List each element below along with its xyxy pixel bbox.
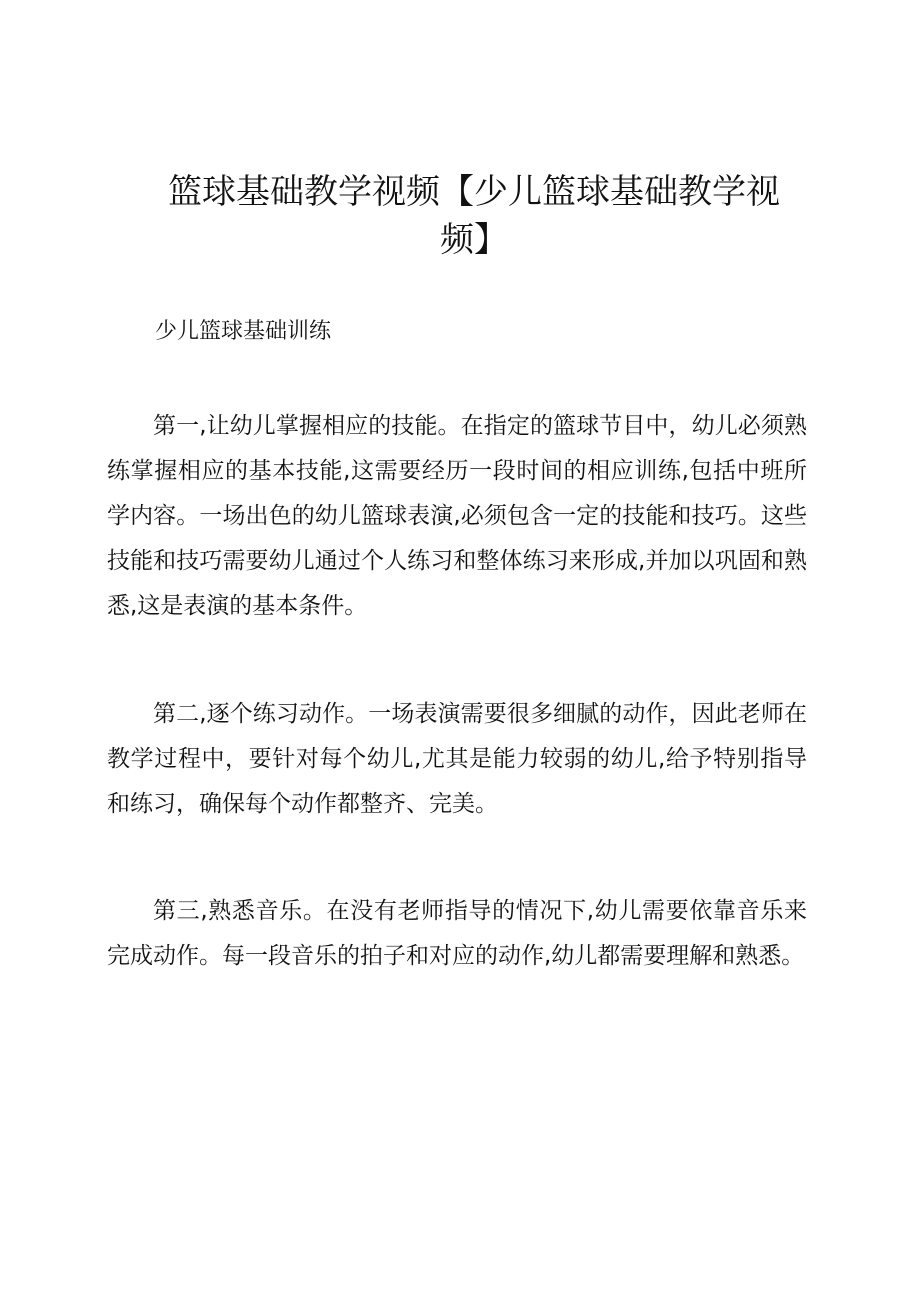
paragraph-3: 第三,熟悉音乐。在没有老师指导的情况下,幼儿需要依靠音乐来完成动作。每一段音乐的拍子和对应的动作,幼儿都需要理解和熟悉。	[107, 898, 807, 969]
document-title: 篮球基础教学视频【少儿篮球基础教学视频】	[168, 172, 780, 260]
document-subtitle: 少儿篮球基础训练	[155, 319, 332, 344]
paragraph-1: 第一,让幼儿掌握相应的技能。在指定的篮球节目中，幼儿必须熟练掌握相应的基本技能,这需要经历一段时间的相应训练,包括中班所学内容。一场出色的幼儿篮球表演,必须包含一定的技能和技巧。这些技能和技巧需要幼儿通过个人练习和整体练习来形成,并加以巩固和熟悉,这是表演的基本条件。	[107, 413, 807, 619]
paragraph-2: 第二,逐个练习动作。一场表演需要很多细腻的动作，因此老师在教学过程中，要针对每个幼儿,尤其是能力较弱的幼儿,给予特别指导和练习，确保每个动作都整齐、完美。	[107, 701, 807, 817]
